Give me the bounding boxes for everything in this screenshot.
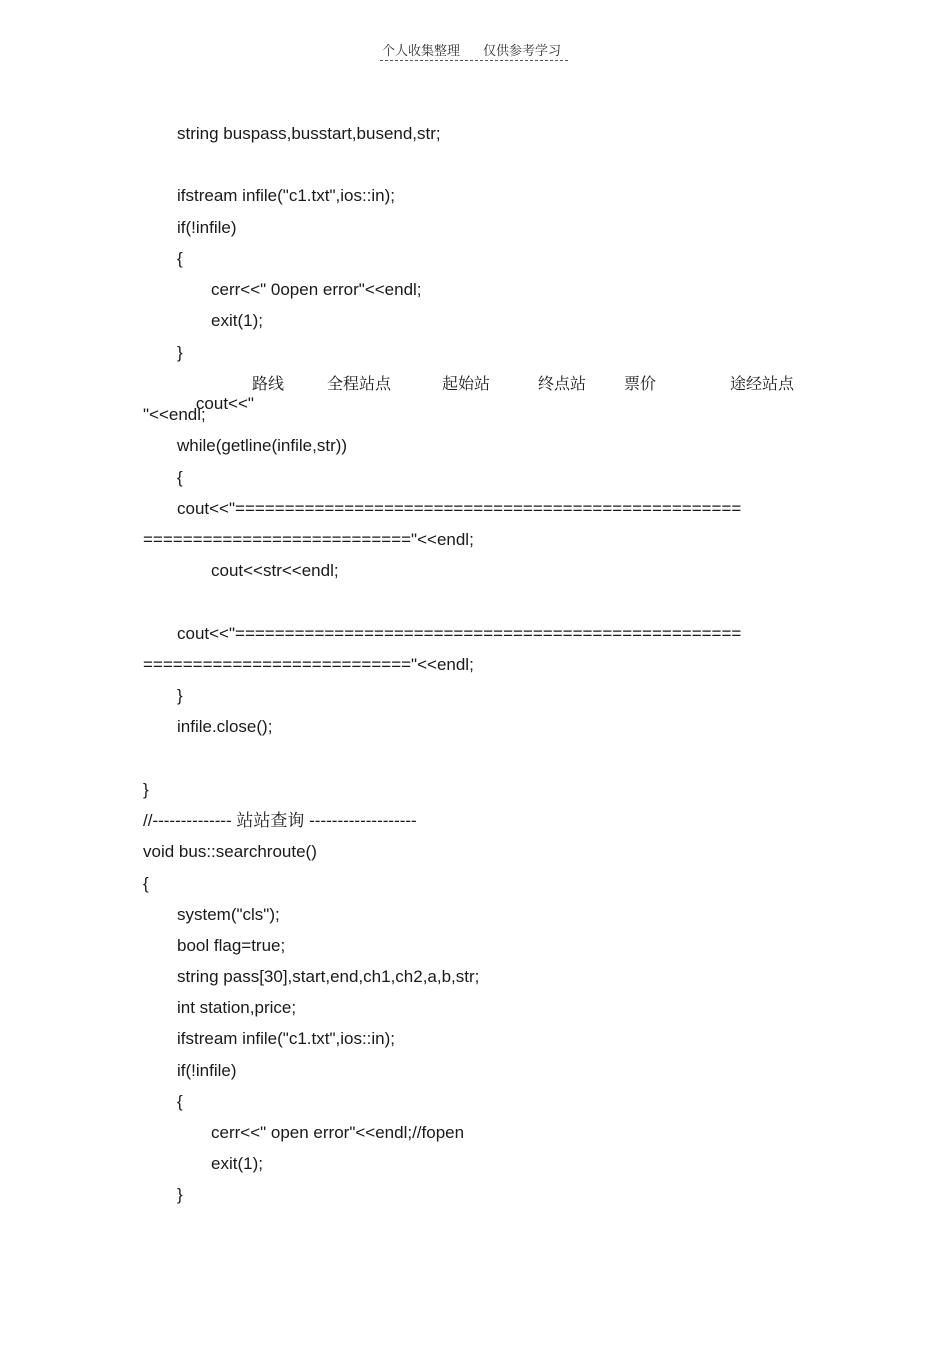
column-fare: 票价 <box>624 374 657 393</box>
code-line: if(!infile) <box>177 1061 237 1080</box>
code-line: exit(1); <box>211 311 263 330</box>
code-line: } <box>177 686 183 705</box>
column-route: 路线 <box>252 374 285 393</box>
code-line: string pass[30],start,end,ch1,ch2,a,b,str; <box>177 967 480 986</box>
code-line: { <box>177 249 183 268</box>
code-line: { <box>177 1092 183 1111</box>
code-line: } <box>177 1185 183 1204</box>
column-start-station: 起始站 <box>442 374 491 393</box>
code-line: ==========================="<<endl; <box>143 655 474 674</box>
code-line: string buspass,busstart,busend,str; <box>177 124 441 143</box>
code-line-header-columns <box>177 374 817 413</box>
code-line: cerr<<" open error"<<endl;//fopen <box>211 1123 465 1142</box>
code-line: { <box>143 874 149 893</box>
code-line: { <box>177 468 183 487</box>
code-line: "<<endl; <box>143 405 206 424</box>
code-line: int station,price; <box>177 998 297 1017</box>
cout-prefix: cout<<" <box>195 394 254 413</box>
code-line: ifstream infile("c1.txt",ios::in); <box>177 186 396 205</box>
code-line: ifstream infile("c1.txt",ios::in); <box>177 1029 396 1048</box>
header-right-text: 仅供参考学习 <box>483 44 562 59</box>
code-line: cout<<"=================================================== <box>177 499 742 518</box>
header-left-text: 个人收集整理 <box>382 44 461 59</box>
code-line: ==========================="<<endl; <box>143 530 474 549</box>
code-line: } <box>177 343 183 362</box>
column-via-stations: 途经站点 <box>730 374 795 393</box>
page-header <box>380 38 568 61</box>
code-line-comment: //-------------- 站站查询 ------------------- <box>143 811 417 830</box>
code-line: cout<<str<<endl; <box>211 561 339 580</box>
code-line: bool flag=true; <box>177 936 286 955</box>
column-end-station: 终点站 <box>538 374 587 393</box>
code-line: void bus::searchroute() <box>143 842 317 861</box>
code-line: while(getline(infile,str)) <box>177 436 348 455</box>
column-all-stations: 全程站点 <box>327 374 392 393</box>
code-line: if(!infile) <box>177 218 237 237</box>
code-line: cerr<<" 0open error"<<endl; <box>211 280 422 299</box>
code-line: cout<<"=================================================== <box>177 624 742 643</box>
code-line: system("cls"); <box>177 905 280 924</box>
code-line: infile.close(); <box>177 717 273 736</box>
code-line: } <box>143 780 149 799</box>
code-line: exit(1); <box>211 1154 263 1173</box>
